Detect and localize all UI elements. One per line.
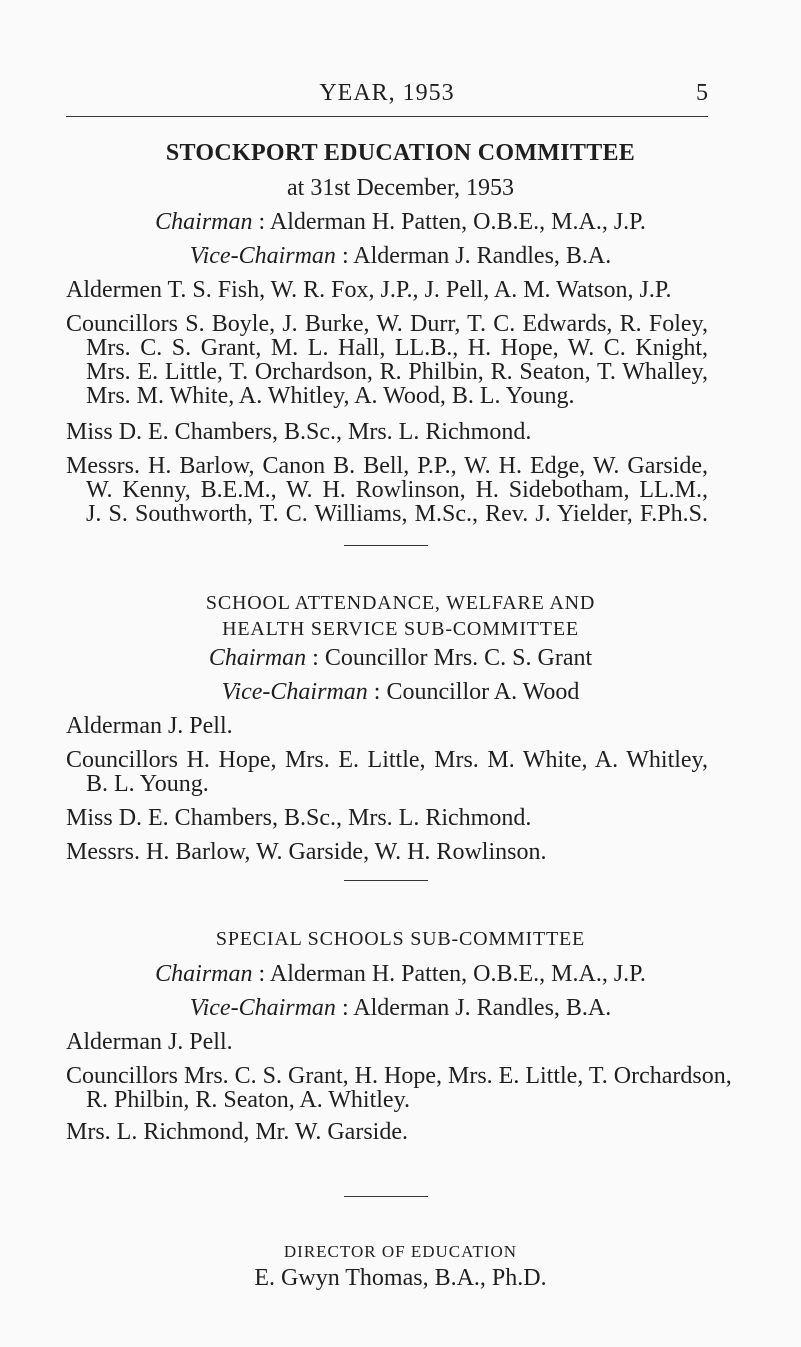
messrs-line: J. S. Southworth, T. C. Williams, M.Sc., Rev. J. Yielder, F.Ph.S. [86, 501, 708, 527]
councillors-line: Mrs. E. Little, T. Orchardson, R. Philbin, R. Seaton, T. Whalley, [86, 359, 708, 385]
alderman-line: Alderman J. Pell. [66, 713, 233, 739]
special-title: SPECIAL SCHOOLS SUB-COMMITTEE [215, 928, 586, 950]
attendance-title-line1: SCHOOL ATTENDANCE, WELFARE AND [205, 592, 596, 614]
director-label: DIRECTOR OF EDUCATION [283, 1242, 518, 1261]
councillors-list [66, 312, 708, 408]
committee-vice-chairman [0, 244, 801, 268]
chairman-name: : Alderman H. Patten, O.B.E., M.A., J.P. [258, 961, 646, 987]
vice-chairman-label: Vice-Chairman [221, 679, 368, 705]
committee-chairman [0, 210, 801, 234]
special-vice-chairman [0, 996, 801, 1020]
page-number: 5 [696, 80, 708, 106]
vice-chairman-name: : Councillor A. Wood [373, 679, 580, 705]
committee-title: STOCKPORT EDUCATION COMMITTEE [165, 140, 636, 166]
special-others [66, 1120, 708, 1144]
misses-line: Miss D. E. Chambers, B.Sc., Mrs. L. Richmond. [66, 419, 532, 445]
attendance-messrs [66, 840, 708, 864]
attendance-misses [66, 806, 708, 830]
councillors-line: Councillors S. Boyle, J. Burke, W. Durr, T. C. Edwards, R. Foley, [66, 311, 708, 337]
attendance-title-line2: HEALTH SERVICE SUB-COMMITTEE [222, 618, 579, 640]
header-title: YEAR, 1953 [319, 80, 455, 106]
attendance-chairman [0, 646, 801, 670]
chairman-label: Chairman [208, 645, 307, 671]
chairman-label: Chairman [155, 961, 253, 987]
aldermen-list [66, 278, 708, 302]
special-chairman [0, 962, 801, 986]
councillors-line: B. L. Young. [86, 771, 209, 797]
aldermen-line: Aldermen T. S. Fish, W. R. Fox, J.P., J. Pell, A. M. Watson, J.P. [66, 277, 672, 303]
alderman-line: Alderman J. Pell. [66, 1029, 233, 1055]
director-name: E. Gwyn Thomas, B.A., Ph.D. [254, 1265, 547, 1291]
councillors-line: Mrs. M. White, A. Whitley, A. Wood, B. L. Young. [86, 383, 575, 409]
vice-chairman-name: : Alderman J. Randles, B.A. [341, 995, 612, 1021]
others-line: Mrs. L. Richmond, Mr. W. Garside. [66, 1119, 408, 1145]
messrs-line: Messrs. H. Barlow, Canon B. Bell, P.P., W. H. Edge, W. Garside, [66, 453, 708, 479]
chairman-name: : Alderman H. Patten, O.B.E., M.A., J.P. [258, 209, 646, 235]
committee-date: at 31st December, 1953 [287, 175, 514, 201]
vice-chairman-name: : Alderman J. Randles, B.A. [341, 243, 612, 269]
councillors-line: Councillors H. Hope, Mrs. E. Little, Mrs. M. White, A. Whitley, [66, 747, 708, 773]
special-alderman [66, 1030, 708, 1054]
section-divider [344, 880, 428, 881]
councillors-line: Councillors Mrs. C. S. Grant, H. Hope, Mrs. E. Little, T. Orchardson, [66, 1063, 732, 1089]
running-header [66, 76, 708, 117]
chairman-label: Chairman [155, 209, 253, 235]
vice-chairman-label: Vice-Chairman [189, 995, 336, 1021]
councillors-line: Mrs. C. S. Grant, M. L. Hall, LL.B., H. Hope, W. C. Knight, [86, 335, 708, 361]
special-councillors [66, 1063, 732, 1113]
attendance-councillors [66, 748, 708, 796]
chairman-name: : Councillor Mrs. C. S. Grant [312, 645, 593, 671]
attendance-vice-chairman [0, 680, 801, 704]
messrs-line: W. Kenny, B.E.M., W. H. Rowlinson, H. Sidebotham, LL.M., [86, 477, 708, 503]
misses-list [66, 420, 708, 444]
messrs-list [66, 454, 708, 526]
section-divider [344, 545, 428, 546]
attendance-alderman [66, 714, 708, 738]
vice-chairman-label: Vice-Chairman [189, 243, 336, 269]
misses-line: Miss D. E. Chambers, B.Sc., Mrs. L. Richmond. [66, 805, 532, 831]
messrs-line: Messrs. H. Barlow, W. Garside, W. H. Rowlinson. [66, 839, 547, 865]
councillors-line: R. Philbin, R. Seaton, A. Whitley. [86, 1087, 411, 1113]
section-divider [344, 1196, 428, 1197]
